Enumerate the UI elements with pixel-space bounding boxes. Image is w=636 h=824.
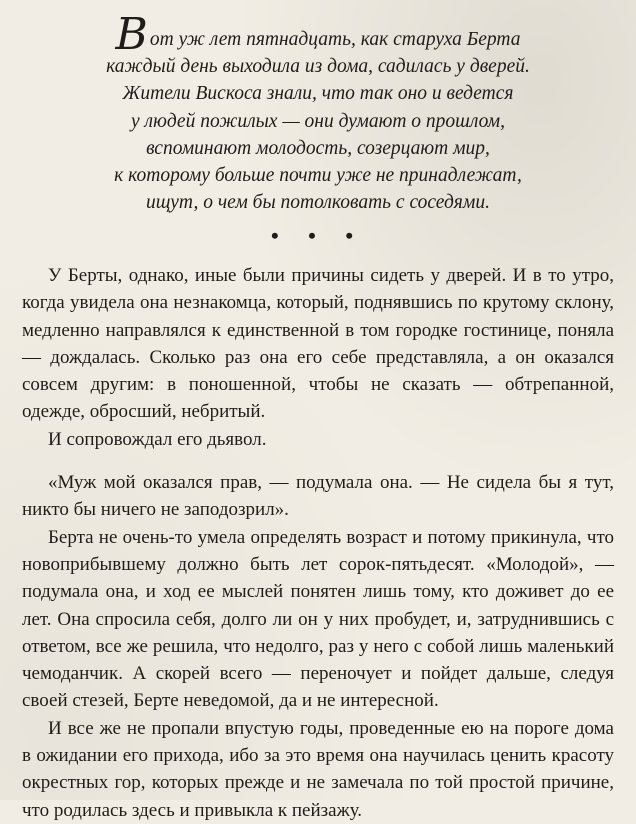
epigraph-line-7: ищут, о чем бы потолковать с соседями. xyxy=(146,192,490,214)
paragraph-4: Берта не очень-то умела определять возраст и потому прикинула, что новоприбывшему должно быть лет сорок-пятьдесят. «Молодой», — подумала она, и ход ее мыслей понятен лишь тому, кто доживет до ее лет. Она спросила себя, долго ли он у них пробудет, и, затруднившись с ответом, все же решила, что недолго, раз у него с собой лишь маленький чемоданчик. А скорей всего — переночует и пойдет дальше, следуя своей стезей, Берте неведомой, да и не интересной. xyxy=(22,526,614,712)
epigraph xyxy=(40,9,596,216)
paragraph-2: И сопровождал его дьявол. xyxy=(48,428,267,450)
epigraph-line-5: вспоминают молодость, созерцают мир, xyxy=(146,137,490,159)
paragraph-5: И все же не пропали впустую годы, проведенные ею на пороге дома в ожидании его прихода, ибо за это время она научилась ценить красоту окрестных гор, которых прежде и не замечала по той простой причине, что родилась здесь и привыкла к пейзажу. xyxy=(22,717,614,821)
epigraph-line-1 xyxy=(40,9,596,60)
paragraph-1: У Берты, однако, иные были причины сидеть у дверей. И в то утро, когда увидела она незнакомца, который, поднявшись по крутому склону, медленно направлялся к единственной в том городке гостинице, поняла — дождалась. Сколько раз она его себе представляла, а он оказался совсем другим: в поношенной, чтобы не сказать — обтрепанной, одежде, обросший, небритый. xyxy=(22,265,614,423)
epigraph-line-2: каждый день выходила из дома, садилась у дверей. xyxy=(106,56,530,78)
epigraph-line-1-text: от уж лет пятнадцать, как старуха Берта xyxy=(149,29,521,50)
drop-cap: В xyxy=(115,9,148,60)
body-text xyxy=(22,262,614,824)
paragraph-3: «Муж мой оказался прав, — подумала она. — Не сидела бы я тут, никто бы ничего не заподозрил». xyxy=(22,472,614,521)
epigraph-line-3: Жители Вискоса знали, что так оно и ведется xyxy=(122,83,514,105)
epigraph-line-4: у людей пожилых — они думают о прошлом, xyxy=(131,110,505,132)
section-separator: • • • xyxy=(270,223,366,248)
epigraph-line-6: к которому больше почти уже не принадлежат, xyxy=(114,165,522,187)
